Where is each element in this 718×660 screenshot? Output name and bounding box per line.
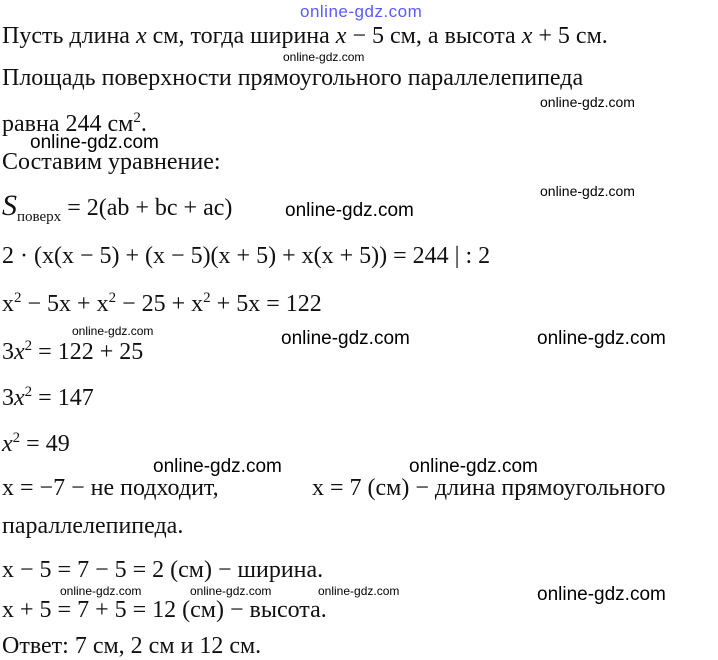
area-text-2-line: равна 244 $см^2$. — [2, 110, 147, 137]
equation-5: $x^2 = 49$ — [2, 430, 70, 457]
formula-rhs: = 2(ab + bc + ac) — [61, 195, 233, 221]
width-line: x − 5 = 7 − 5 = 2 (см) − ширина. — [2, 557, 324, 583]
watermark: online-gdz.com — [190, 584, 272, 598]
watermark: online-gdz.com — [153, 456, 282, 477]
watermark: online-gdz.com — [60, 584, 142, 598]
equation-4: $3x^2 = 147$ — [2, 384, 94, 411]
watermark: online-gdz.com — [30, 132, 159, 153]
eq2-part-d: + 5x = 122 — [210, 291, 322, 317]
intro-line: Пусть длина x см, тогда ширина x − 5 см, а высота x + 5 см. — [2, 23, 608, 49]
watermark: online-gdz.com — [409, 456, 538, 477]
eq2-part-c: − 25 + x — [116, 291, 204, 317]
intro-text-4: + 5 см. — [532, 23, 608, 49]
watermark: online-gdz.com — [72, 324, 154, 338]
intro-text-2: см, тогда ширина — [146, 23, 336, 49]
watermark: online-gdz.com — [281, 328, 410, 349]
eq2-part-b: − 5x + x — [21, 291, 109, 317]
eq3-rhs: = 122 + 25 — [32, 339, 144, 365]
compose-heading: Составим уравнение: — [2, 149, 221, 175]
height-line: x + 5 = 7 + 5 = 12 (см) − высота. — [2, 597, 327, 623]
watermark: online-gdz.com — [540, 183, 635, 199]
root-positive: x = 7 (см) − длина прямоугольного — [312, 475, 666, 501]
eq2-part-a: x — [2, 291, 14, 317]
answer-line: Ответ: 7 см, 2 см и 12 см. — [2, 633, 262, 659]
watermark: online-gdz.com — [537, 328, 666, 349]
surface-formula: $S_{поверх} = 2(ab$ + bc + ac) — [2, 189, 233, 225]
intro-text-3: − 5 см, а высота — [346, 23, 522, 49]
equation-1: 2 · (x(x − 5) + (x − 5)(x + 5) + x(x + 5)) = 244 | : 2 — [2, 243, 491, 269]
equation-3: $3x^2 = 122 + 25$ — [2, 338, 144, 365]
watermark-top: online-gdz.com — [300, 2, 423, 21]
root-positive-cont: параллелепипеда. — [2, 513, 184, 539]
eq4-rhs: = 147 — [32, 385, 94, 411]
watermark: online-gdz.com — [318, 584, 400, 598]
root-negative: x = −7 − не подходит, — [2, 475, 219, 501]
watermark: online-gdz.com — [283, 50, 365, 64]
formula-subscript: поверх — [17, 209, 62, 225]
intro-text-1: Пусть длина — [2, 23, 136, 49]
area-text-2: равна 244 см — [2, 111, 134, 137]
watermark: online-gdz.com — [540, 94, 635, 110]
equation-2: $x^2 - 5x + x^2 - 25 + x^2 + 5x = 122$ — [2, 290, 322, 317]
watermark: online-gdz.com — [285, 200, 414, 221]
area-text-1: Площадь поверхности прямоугольного параллелепипеда — [2, 65, 584, 91]
eq5-rhs: = 49 — [20, 431, 70, 457]
watermark: online-gdz.com — [537, 584, 666, 605]
